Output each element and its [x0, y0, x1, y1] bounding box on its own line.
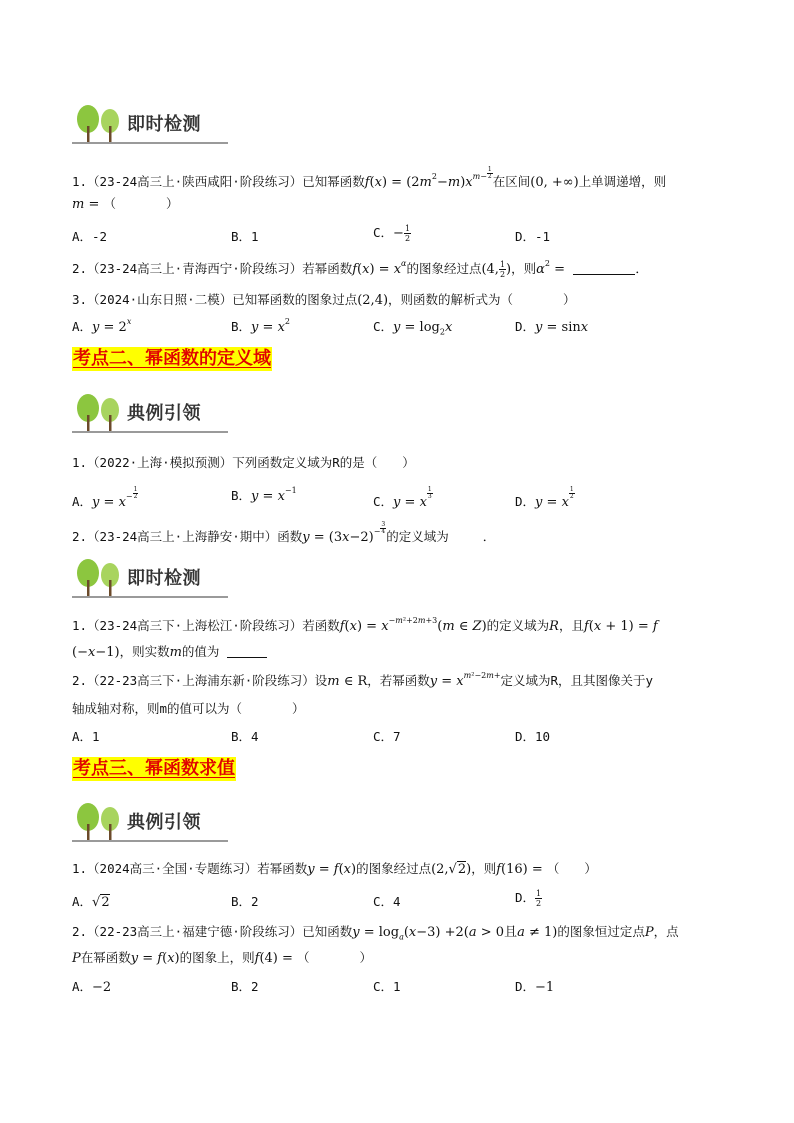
tree-icon: [74, 391, 126, 433]
header-label: 典例引领: [127, 403, 201, 424]
option-d: D．y = sinx: [515, 319, 589, 335]
header-label: 即时检测: [127, 114, 201, 135]
option-b: B．4: [231, 729, 259, 744]
section-title-2: 考点二、幂函数的定义域: [73, 348, 271, 369]
question-1-cont: (−x−1)，则实数m的值为: [72, 643, 267, 662]
question-2: 2.（22-23高三上·福建宁德·阶段练习）已知函数$y = \log_a(x-3) +2(a > 0$且a ≠ 1)的图象恒过定点P，点: [72, 924, 679, 942]
header-label: 典例引领: [127, 812, 201, 833]
question-2-cont: P在幂函数y = f(x)的图象上，则f(4) = （ ）: [72, 950, 373, 966]
option-c: C．$y = \log_2x$: [373, 319, 453, 337]
option-d: D．y = x $^{\frac{1}{2}}$: [515, 486, 574, 510]
option-a: A．$y = x^{- \frac{1}{2}}$: [72, 486, 138, 510]
section-header-check-2: [72, 556, 228, 600]
tree-icon: [74, 102, 126, 144]
question-2: 2.（22-23高三下·上海浦东新·阶段练习）设m ∈ R，若幂函数$y = x^{m^2-2m+}$定义域为R，且其图像关于y: [72, 671, 654, 689]
option-c: C．1: [373, 979, 401, 994]
option-d: D．10: [515, 729, 551, 744]
option-d: D．−1: [515, 979, 555, 995]
question-1: 1.（23-24高三下·上海松江·阶段练习）若函数$f(x) = x^{-m^2+2m+3}(m$ ∈ Z)的定义域为R，且f(x + 1) = f: [72, 616, 658, 634]
header-underline: [72, 840, 228, 842]
question-2: 2.（23-24高三上·青海西宁·阶段练习）若幂函数$f(x) = x^\alpha$的图象经过点(4, $\frac{1}{2}$ )，则$\alpha^2$ = ．: [72, 259, 648, 279]
option-d: D．-1: [515, 229, 551, 244]
question-1-cont: m = （ ）: [72, 196, 179, 212]
section-header-example-2: [72, 391, 228, 435]
option-a: A．√2: [72, 894, 110, 910]
option-b: B．2: [231, 894, 259, 909]
option-a: A．1: [72, 729, 100, 744]
section-header-check-1: [72, 102, 228, 146]
option-b: B．$y = x^2$: [231, 317, 290, 335]
option-a: A．-2: [72, 229, 108, 244]
option-c: C．4: [373, 894, 401, 909]
question-1: 1.（23-24高三上·陕西咸阳·阶段练习）已知幂函数$f(x) = (2m^2-m)x^{m- \frac{1}{2}}$ 在区间(0, +∞)上单调递增，则: [72, 166, 667, 190]
header-underline: [72, 142, 228, 144]
option-b: B．1: [231, 229, 259, 244]
option-d: D． $\frac{1}{2}$: [515, 889, 542, 908]
option-a: A．−2: [72, 979, 112, 995]
option-c: C．− $\frac{1}{2}$: [373, 224, 411, 243]
tree-icon: [74, 800, 126, 842]
option-c: C．7: [373, 729, 401, 744]
header-underline: [72, 596, 228, 598]
question-2-cont: 轴成轴对称，则m的值可以为（ ）: [72, 701, 305, 716]
question-1: 1.（2024高三·全国·专题练习）若幂函数y = f(x)的图象经过点(2,√2)，则f(16) = （ ）: [72, 861, 597, 877]
section-header-example-3: [72, 800, 228, 844]
option-b: B．$y = x^{-1}$: [231, 486, 297, 504]
question-2: 2.（23-24高三上·上海静安·期中）函数$y = (3x-2)^{- \frac{3}{4}}$ 的定义域为 ．: [72, 521, 496, 545]
header-label: 即时检测: [127, 568, 201, 589]
question-3: 3.（2024·山东日照·二模）已知幂函数的图象过点(2,4)，则函数的解析式为（ ）: [72, 292, 576, 308]
option-c: C．y = x $^{\frac{1}{3}}$: [373, 486, 432, 510]
option-b: B．2: [231, 979, 259, 994]
tree-icon: [74, 556, 126, 598]
header-underline: [72, 431, 228, 433]
section-title-3: 考点三、幂函数求值: [73, 758, 235, 779]
option-a: A．$y = 2^x$: [72, 317, 132, 335]
question-1: 1.（2022·上海·模拟预测）下列函数定义域为R的是（ ）: [72, 455, 415, 470]
